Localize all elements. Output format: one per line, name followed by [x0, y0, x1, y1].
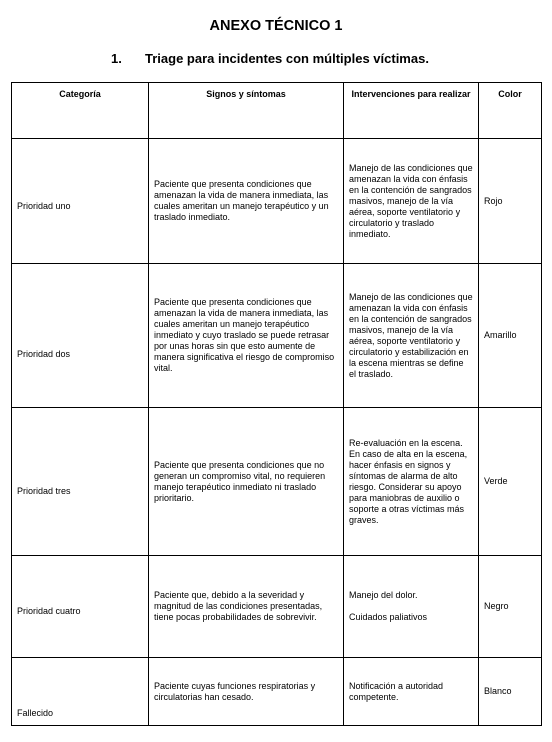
- column-header-categoria: Categoría: [12, 83, 149, 139]
- category-cell: Prioridad tres: [12, 408, 149, 556]
- section-number: 1.: [111, 51, 122, 66]
- interventions-cell: Manejo de las condiciones que amenazan la vida con énfasis en la contención de sangrados masivos, manejo de la vía aérea, soporte ventilatorio y circulatorio y traslado inmediato.: [344, 139, 479, 264]
- category-cell: Prioridad uno: [12, 139, 149, 264]
- category-cell: Fallecido: [12, 658, 149, 726]
- signs-cell: Paciente que presenta condiciones que amenazan la vida de manera inmediata, las cuales ameritan un manejo terapéutico inmediato y cuyo traslado se puede retrasar por unas horas sin que esto aumente de manera significativa el riesgo de compromiso vital.: [149, 264, 344, 408]
- column-header-signos: Signos y síntomas: [149, 83, 344, 139]
- color-cell: Negro: [479, 556, 542, 658]
- table-header-row: [12, 83, 542, 139]
- table-row: [12, 556, 542, 658]
- color-cell: Blanco: [479, 658, 542, 726]
- table-row: [12, 139, 542, 264]
- column-header-intervenciones: Intervenciones para realizar: [344, 83, 479, 139]
- color-cell: Rojo: [479, 139, 542, 264]
- signs-cell: Paciente que presenta condiciones que amenazan la vida de manera inmediata, las cuales ameritan un manejo terapéutico y un traslado inmediato.: [149, 139, 344, 264]
- table-row: [12, 408, 542, 556]
- line-gap: [349, 601, 473, 612]
- category-cell: Prioridad dos: [12, 264, 149, 408]
- signs-cell: Paciente que, debido a la severidad y magnitud de las condiciones presentadas, tiene pocas probabilidades de sobrevivir.: [149, 556, 344, 658]
- interventions-cell: Re-evaluación en la escena. En caso de alta en la escena, hacer énfasis en signos y síntomas de alarma de alto riesgo. Considerar su apoyo para maniobras de auxilio o soporte a otras víctimas más graves.: [344, 408, 479, 556]
- signs-cell: Paciente que presenta condiciones que no generan un compromiso vital, no requieren manejo terapéutico inmediato ni traslado prioritario.: [149, 408, 344, 556]
- interventions-cell: Notificación a autoridad competente.: [344, 658, 479, 726]
- signs-cell: Paciente cuyas funciones respiratorias y circulatorias han cesado.: [149, 658, 344, 726]
- table-row: [12, 658, 542, 726]
- section-title: Triage para incidentes con múltiples víctimas.: [145, 51, 429, 66]
- intervention-line: Manejo del dolor.: [349, 590, 418, 600]
- color-cell: Verde: [479, 408, 542, 556]
- triage-table: [11, 82, 542, 726]
- column-header-color: Color: [479, 83, 542, 139]
- color-cell: Amarillo: [479, 264, 542, 408]
- category-cell: Prioridad cuatro: [12, 556, 149, 658]
- intervention-line: Cuidados paliativos: [349, 612, 428, 622]
- page-title: ANEXO TÉCNICO 1: [209, 18, 343, 34]
- interventions-cell: Manejo de las condiciones que amenazan la vida con énfasis en la contención de sangrados masivos, manejo de la vía aérea, soporte ventilatorio y circulatorio y estabilización en la escena mientras se define el traslado.: [344, 264, 479, 408]
- interventions-cell: [344, 556, 479, 658]
- table-row: [12, 264, 542, 408]
